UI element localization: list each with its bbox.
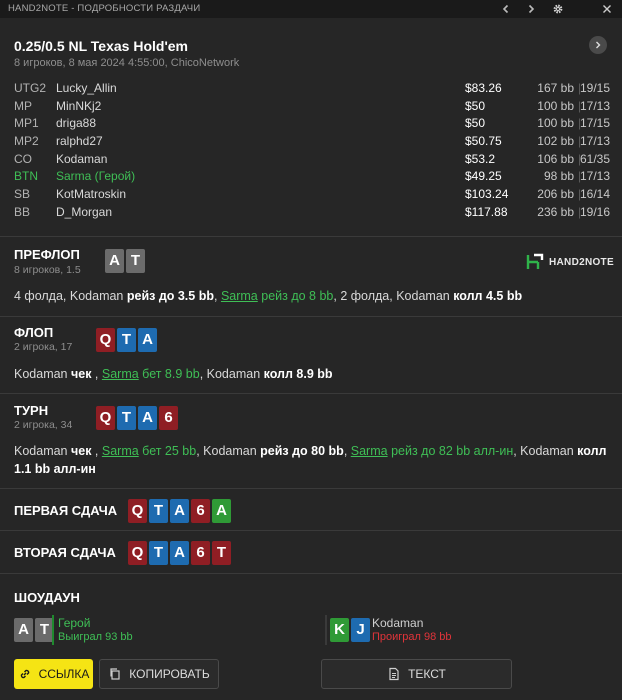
player-stack-bb: 102 bb	[537, 134, 574, 149]
turn-cards	[96, 406, 178, 430]
hero-hole-cards	[105, 249, 145, 273]
player-stack-bb: 206 bb	[537, 187, 574, 202]
player-vpip-pfr: | 16/14	[574, 187, 610, 201]
player-row[interactable]	[14, 187, 610, 205]
action-bold: чек	[70, 444, 92, 458]
action-bold: рейз до 80 bb	[260, 444, 344, 458]
section-divider	[0, 236, 622, 237]
document-icon	[387, 667, 401, 681]
player-vpip-pfr: | 17/13	[574, 99, 610, 113]
player-vpip-pfr: | 17/13	[574, 169, 610, 183]
showdown-hero-cards	[14, 618, 54, 642]
hero-action: бет 25 bb	[138, 444, 197, 458]
showdown-villain-name: Kodaman	[372, 616, 424, 630]
player-stack-bb: 100 bb	[537, 98, 574, 113]
showdown-villain-result: Проиграл 98 bb	[372, 631, 452, 643]
showdown-villain-cards	[330, 618, 370, 642]
flop-subtitle: 2 игрока, 17	[14, 341, 73, 353]
run1-title: ПЕРВАЯ СДАЧА	[14, 503, 118, 518]
player-position: UTG2	[14, 81, 47, 95]
hero-name-link[interactable]: Sarma	[101, 444, 139, 458]
card: T	[149, 541, 168, 565]
flop-actions	[14, 365, 608, 383]
section-divider	[0, 530, 622, 531]
player-position: CO	[14, 151, 32, 166]
next-hand-button[interactable]	[589, 36, 607, 54]
flop-title: ФЛОП	[14, 325, 54, 340]
card: T	[117, 406, 136, 430]
flop-cards	[96, 328, 157, 352]
player-stack-bb: 236 bb	[537, 204, 574, 219]
action-bold: колл 4.5 bb	[453, 289, 523, 303]
player-name: ralphd27	[56, 134, 103, 149]
player-name: Kodaman	[56, 151, 108, 166]
player-row-hero[interactable]	[14, 169, 610, 187]
player-name: Lucky_Allin	[56, 81, 117, 95]
run1-board-cards	[128, 499, 231, 523]
action-text: ,	[213, 289, 221, 303]
player-row[interactable]	[14, 81, 610, 99]
preflop-title: ПРЕФЛОП	[14, 247, 80, 262]
player-stack-bb: 100 bb	[537, 116, 574, 131]
card: A	[105, 249, 124, 273]
player-stack: $50	[465, 116, 486, 131]
action-bold: чек	[70, 367, 92, 381]
player-name: D_Morgan	[56, 204, 113, 219]
card: A	[170, 499, 189, 523]
player-stack: $83.26	[465, 81, 502, 95]
card: A	[212, 499, 231, 523]
player-position: MP2	[14, 134, 39, 149]
hero-action: рейз до 8 bb	[257, 289, 334, 303]
player-row[interactable]	[14, 116, 610, 134]
action-text: , 2 фолда, Kodaman	[333, 289, 454, 303]
section-divider	[0, 393, 622, 394]
action-text: Kodaman	[14, 444, 71, 458]
card: T	[212, 541, 231, 565]
link-icon	[18, 667, 32, 681]
player-vpip-pfr: | 61/35	[574, 152, 610, 166]
hero-name-link[interactable]: Sarma	[220, 289, 258, 303]
action-text: ,	[91, 367, 102, 381]
card: 6	[191, 541, 210, 565]
players-table	[14, 81, 610, 223]
window-title: HAND2NOTE - ПОДРОБНОСТИ РАЗДАЧИ	[8, 3, 201, 14]
link-button-label: ССЫЛКА	[38, 667, 90, 681]
hand2note-logo-icon	[526, 253, 544, 271]
card: Q	[96, 406, 115, 430]
link-button[interactable]	[14, 659, 93, 689]
player-vpip-pfr: | 17/13	[574, 134, 610, 148]
text-button[interactable]	[321, 659, 512, 689]
card: T	[149, 499, 168, 523]
action-text: , Kodaman	[513, 444, 578, 458]
player-row[interactable]	[14, 99, 610, 117]
copy-button-label: КОПИРОВАТЬ	[129, 667, 210, 681]
separator	[325, 615, 327, 645]
player-vpip-pfr: | 19/15	[574, 81, 610, 95]
action-bold: колл 8.9 bb	[263, 367, 333, 381]
player-name: driga88	[56, 116, 97, 131]
preflop-actions	[14, 287, 608, 305]
chevron-right-icon[interactable]	[522, 0, 540, 18]
card: 6	[191, 499, 210, 523]
player-stack: $53.2	[465, 151, 496, 166]
player-row[interactable]	[14, 152, 610, 170]
card: Q	[128, 541, 147, 565]
card: 6	[159, 406, 178, 430]
showdown-hero-result: Выиграл 93 bb	[58, 631, 133, 643]
action-bold: рейз до 3.5 bb	[126, 289, 214, 303]
card: Q	[128, 499, 147, 523]
copy-icon	[108, 667, 122, 681]
text-button-label: ТЕКСТ	[408, 667, 446, 681]
player-stack: $117.88	[465, 204, 508, 219]
section-divider	[0, 488, 622, 489]
player-position: MP1	[14, 116, 39, 131]
action-bold: колл 1.1 bb алл-ин	[14, 444, 607, 476]
window-titlebar	[0, 0, 622, 18]
hero-action: бет 8.9 bb	[138, 367, 200, 381]
turn-subtitle: 2 игрока, 34	[14, 419, 73, 431]
player-vpip-pfr: | 17/15	[574, 116, 610, 130]
card: A	[14, 618, 33, 642]
hand-title: 0.25/0.5 NL Texas Hold'em	[14, 38, 189, 54]
player-stack: $49.25	[465, 169, 502, 184]
player-stack: $50	[465, 98, 486, 113]
hero-name-link[interactable]: Sarma	[101, 367, 139, 381]
hero-name-link[interactable]: Sarma	[350, 444, 388, 458]
card: A	[138, 406, 157, 430]
player-stack: $103.24	[465, 187, 509, 202]
player-position: MP	[14, 98, 32, 113]
player-name: MinNKj2	[56, 98, 102, 113]
hand-subtitle: 8 игроков, 8 мая 2024 4:55:00, ChicoNetwork	[14, 57, 240, 69]
player-row[interactable]	[14, 205, 610, 223]
winner-indicator	[52, 615, 54, 645]
action-text: , Kodaman	[199, 367, 264, 381]
player-row[interactable]	[14, 134, 610, 152]
player-name: Sarma (Герой)	[56, 169, 136, 184]
turn-actions	[14, 442, 608, 478]
card: A	[170, 541, 189, 565]
section-divider	[0, 573, 622, 574]
player-position: BB	[14, 204, 31, 219]
hand2note-logo	[526, 253, 614, 271]
player-name: KotMatroskin	[56, 187, 127, 202]
action-text: , Kodaman	[196, 444, 261, 458]
card: T	[117, 328, 136, 352]
hand2note-logo-text: HAND2NOTE	[549, 256, 614, 268]
card: A	[138, 328, 157, 352]
player-stack-bb: 98 bb	[543, 169, 574, 184]
copy-button[interactable]	[99, 659, 219, 689]
action-text: 4 фолда, Kodaman	[14, 289, 127, 303]
card: J	[351, 618, 370, 642]
action-text: ,	[343, 444, 351, 458]
hand-details-panel	[0, 18, 622, 700]
gear-icon[interactable]	[549, 0, 567, 18]
card: T	[35, 618, 54, 642]
showdown-title: ШОУДАУН	[14, 590, 80, 605]
section-divider	[0, 316, 622, 317]
run2-title: ВТОРАЯ СДАЧА	[14, 545, 116, 560]
player-stack-bb: 106 bb	[537, 151, 574, 166]
action-text: ,	[91, 444, 102, 458]
card: T	[126, 249, 145, 273]
card: K	[330, 618, 349, 642]
turn-title: ТУРН	[14, 403, 49, 418]
player-stack: $50.75	[465, 134, 502, 149]
hero-action: рейз до 82 bb алл-ин	[387, 444, 514, 458]
showdown-hero-name: Герой	[58, 616, 91, 630]
player-stack-bb: 167 bb	[537, 81, 574, 95]
preflop-subtitle: 8 игроков, 1.5	[14, 264, 81, 276]
player-position: SB	[14, 187, 31, 202]
card: Q	[96, 328, 115, 352]
player-position: BTN	[14, 169, 38, 184]
close-icon[interactable]	[598, 0, 616, 18]
action-text: Kodaman	[14, 367, 71, 381]
player-vpip-pfr: | 19/16	[574, 205, 610, 219]
chevron-left-icon[interactable]	[497, 0, 515, 18]
run2-board-cards	[128, 541, 231, 565]
